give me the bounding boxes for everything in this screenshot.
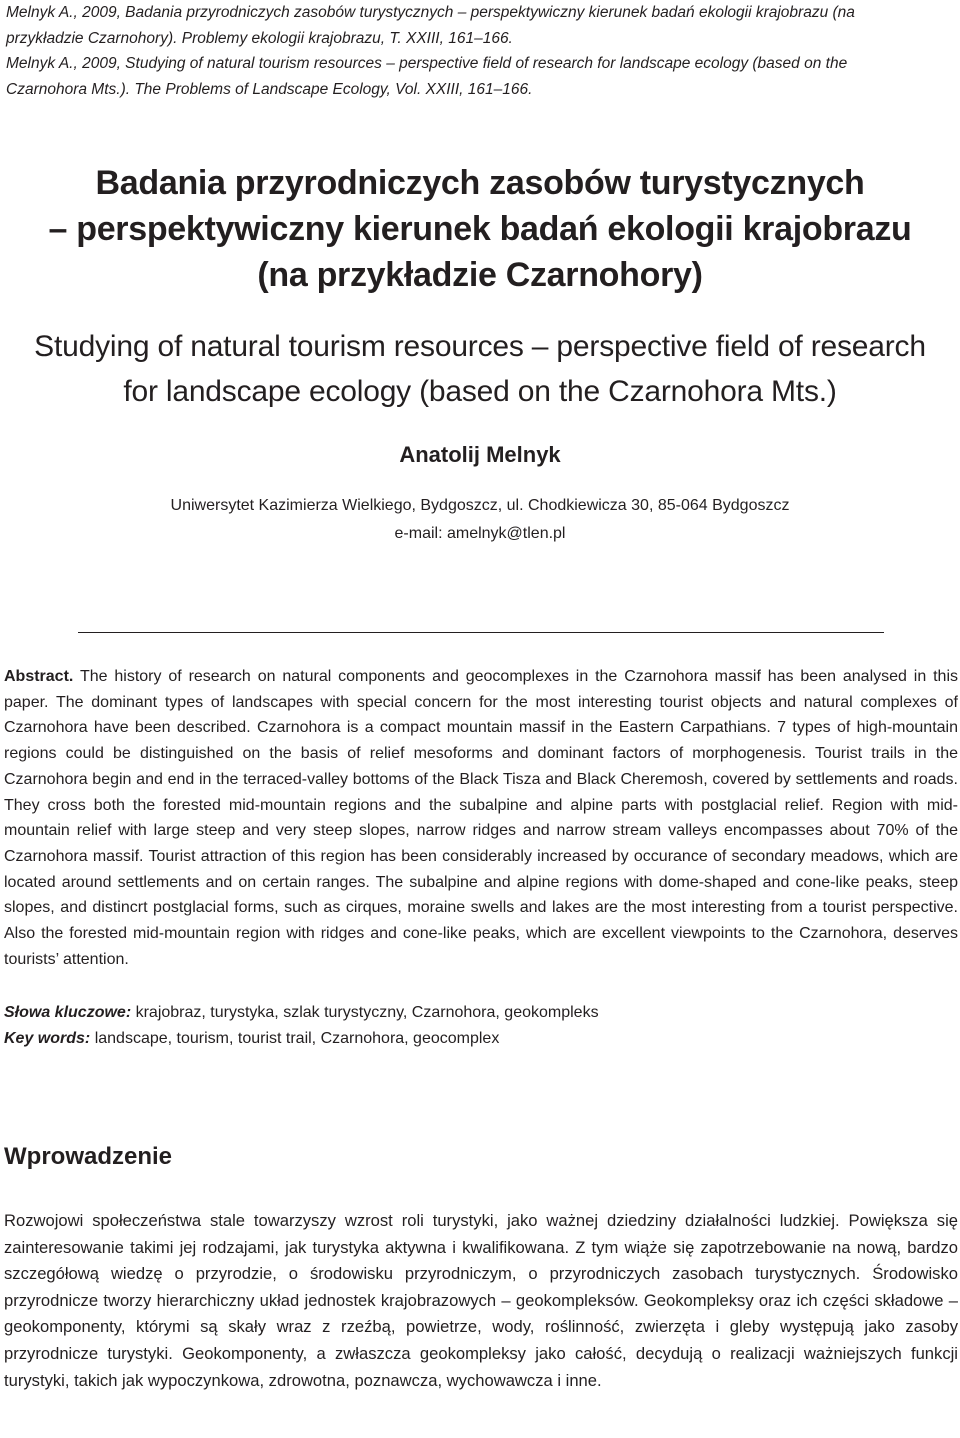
citation-block — [6, 0, 906, 102]
keywords-english-text: landscape, tourism, tourist trail, Czarnohora, geocomplex — [90, 1030, 500, 1047]
separator-rule — [78, 632, 884, 633]
title-polish — [0, 160, 960, 298]
title-block — [0, 160, 960, 548]
keywords-block — [4, 1000, 958, 1052]
keywords-english — [4, 1026, 958, 1052]
keywords-polish-text: krajobraz, turystyka, szlak turystyczny, Czarnohora, geokompleks — [131, 1004, 599, 1021]
title-polish-line-3: (na przykładzie Czarnohory) — [257, 256, 703, 294]
title-english — [0, 324, 960, 414]
title-polish-line-1: Badania przyrodniczych zasobów turystycznych — [95, 164, 865, 202]
title-english-line-1: Studying of natural tourism resources – perspective field of research — [34, 330, 926, 363]
section-paragraph: Rozwojowi społeczeństwa stale towarzyszy wzrost roli turystyki, jako ważnej dziedziny działalności ludzkiej. Powiększa się zainteresowanie takimi jej rodzajami, jak turystyka aktywna i kwalifikowana. Z tym wiąże się zapotrzebowanie na nową, bardzo szczegółową wiedzę o przyrodzie, o środowisku przyrodniczym, o przyrodniczych zasobach turystycznych. Środowisko przyrodnicze tworzy hierarchiczny układ jednostek krajobrazowych – geokompleksów. Geokompleksy oraz ich części składowe – geokomponenty, którymi są skały wraz z rzeźbą, powietrze, wody, roślinność, zwierzęta i gleby występują jako zasoby przyrodnicze turystyki. Geokomponenty, a zwłaszcza geokompleksy jako całość, decydują o realizacji ważniejszych funkcji turystyki, takich jak wypoczynkowa, zdrowotna, poznawcza, wychowawcza i inne. — [4, 1211, 958, 1390]
abstract-text: The history of research on natural components and geocomplexes in the Czarnohora massif has been analysed in this paper. The dominant types of landscapes with special concern for the most interesting tourist objects and natural complexes of Czarnohora have been described. Czarnohora is a compact mountain massif in the Eastern Carpathians. 7 types of high-mountain regions could be distinguished on the basis of relief mesoforms and dominant factors of morphogenesis. Tourist trails in the Czarnohora begin and end in the terraced-valley bottoms of the Black Tisza and Black Cheremosh, covered by settlements and roads. They cross both the forested mid-mountain regions and the subalpine and alpine parts with postglacial relief. Region with mid-mountain relief with large steep and very steep slopes, narrow ridges and narrow stream valleys encompasses about 70% of the Czarnohora massif. Tourist attraction of this region has been considerably increased by occurance of secondary meadows, which are located around settlements and on certain ranges. The subalpine and alpine regions with dome-shaped and cone-like peaks, steep slopes, and distincrt postglacial forms, such as cirques, moraine swells and lakes are the most interesting from a tourist perspective. Also the forested mid-mountain region with ridges and cone-like peaks, which are excellent viewpoints to the Czarnohora, deserves tourists’ attention. — [4, 668, 959, 968]
abstract-paragraph — [4, 664, 958, 972]
citation-polish: Melnyk A., 2009, Badania przyrodniczych zasobów turystycznych – perspektywiczny kierunek badań ekologii krajobrazu (na przykładzie Czarnohory). Problemy ekologii krajobrazu, T. XXIII, 161–166. — [6, 4, 855, 47]
author-affiliation-block — [0, 492, 960, 548]
abstract-label: Abstract. — [4, 668, 74, 685]
author-email: e-mail: amelnyk@tlen.pl — [394, 525, 566, 542]
title-english-line-2: for landscape ecology (based on the Czarnohora Mts.) — [123, 375, 837, 408]
keywords-polish — [4, 1000, 958, 1026]
citation-english: Melnyk A., 2009, Studying of natural tourism resources – perspective field of research for landscape ecology (based on the Czarnohora Mts.). The Problems of Landscape Ecology, Vol. XXIII, 161–166. — [6, 55, 848, 98]
author-name: Anatolij Melnyk — [399, 442, 561, 467]
keywords-polish-label: Słowa kluczowe: — [4, 1004, 132, 1021]
author-affiliation: Uniwersytet Kazimierza Wielkiego, Bydgoszcz, ul. Chodkiewicza 30, 85-064 Bydgoszcz — [170, 497, 790, 514]
section-heading: Wprowadzenie — [4, 1143, 173, 1170]
title-polish-line-2: – perspektywiczny kierunek badań ekologii krajobrazu — [48, 210, 912, 248]
keywords-english-label: Key words: — [4, 1030, 91, 1047]
